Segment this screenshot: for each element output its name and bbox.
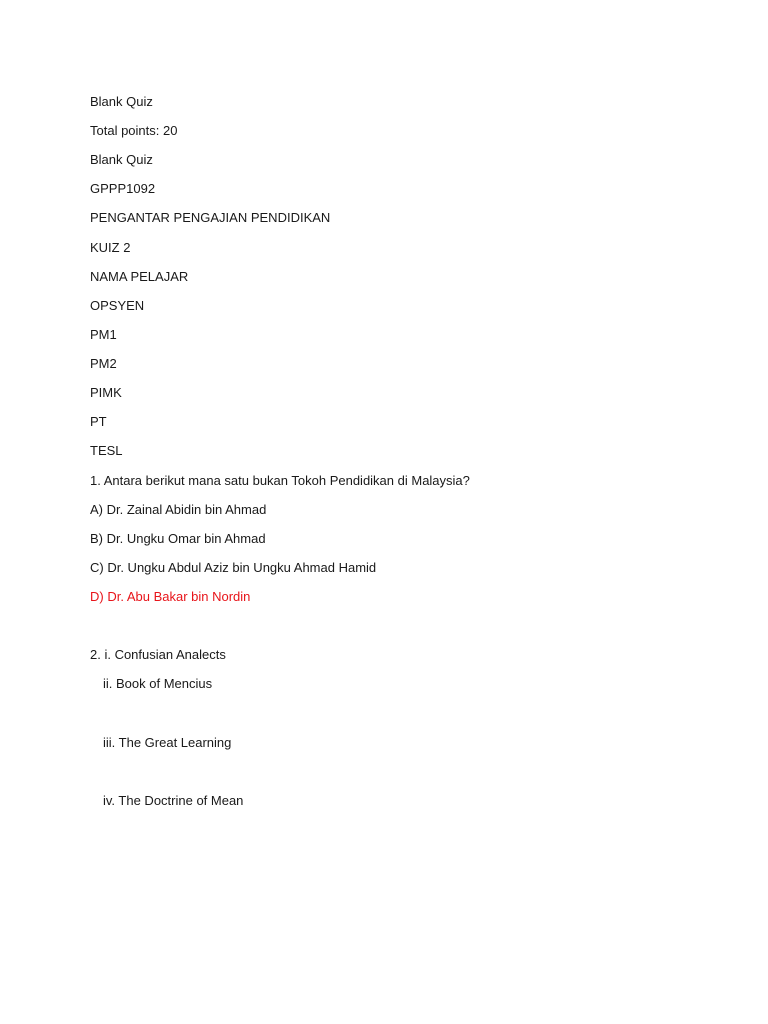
option-item: PM1 [90, 327, 117, 342]
question-2-item: 2. i. Confusian Analects [90, 647, 226, 662]
quiz-title: Blank Quiz [90, 94, 153, 109]
question-1-prompt: 1. Antara berikut mana satu bukan Tokoh Pendidikan di Malaysia? [90, 473, 470, 488]
question-1-choice-a: A) Dr. Zainal Abidin bin Ahmad [90, 502, 267, 517]
quiz-subtitle: Blank Quiz [90, 152, 153, 167]
option-item: PT [90, 414, 107, 429]
option-item: TESL [90, 443, 123, 458]
question-1-choice-d-answer: D) Dr. Abu Bakar bin Nordin [90, 589, 251, 604]
question-2-item: ii. Book of Mencius [103, 676, 213, 691]
course-code: GPPP1092 [90, 181, 156, 196]
course-name: PENGANTAR PENGAJIAN PENDIDIKAN [90, 210, 331, 225]
question-2-item: iii. The Great Learning [103, 735, 232, 750]
quiz-name: KUIZ 2 [90, 240, 131, 255]
option-label: OPSYEN [90, 298, 145, 313]
question-1-choice-b: B) Dr. Ungku Omar bin Ahmad [90, 531, 266, 546]
student-name-label: NAMA PELAJAR [90, 269, 189, 284]
total-points: Total points: 20 [90, 123, 178, 138]
option-item: PIMK [90, 385, 122, 400]
question-1-choice-c: C) Dr. Ungku Abdul Aziz bin Ungku Ahmad Hamid [90, 560, 377, 575]
question-2-item: iv. The Doctrine of Mean [103, 793, 244, 808]
option-item: PM2 [90, 356, 117, 371]
